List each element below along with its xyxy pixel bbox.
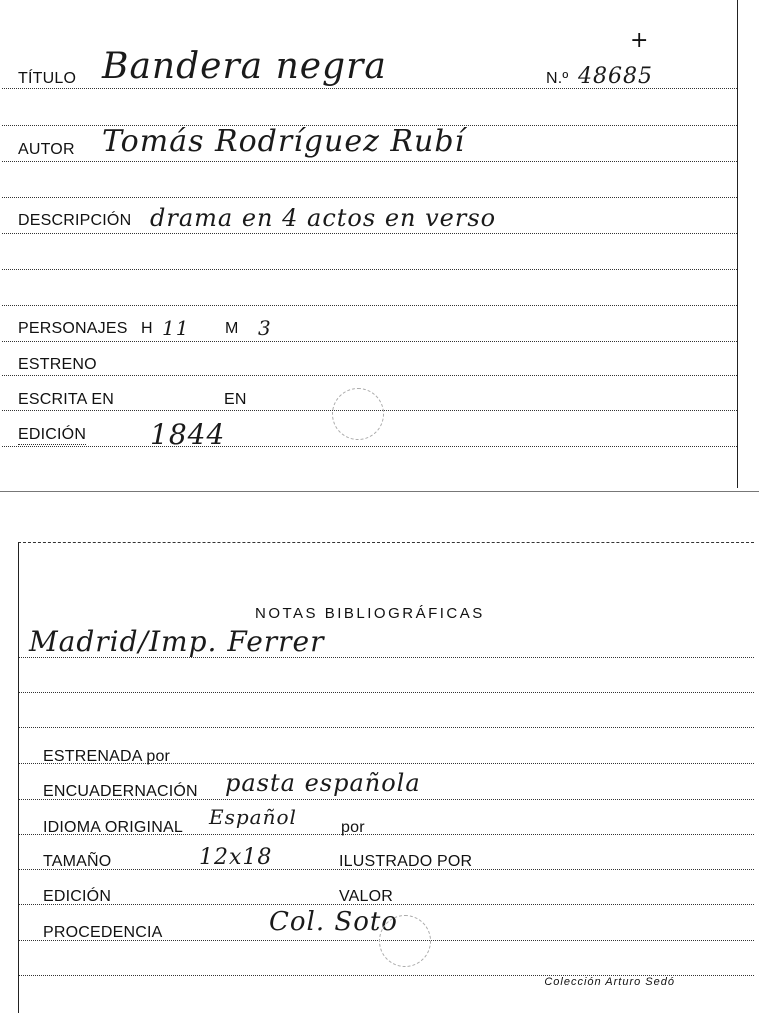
stamp-circle <box>379 915 431 967</box>
edicion-value: 1844 <box>150 418 226 451</box>
rule-line <box>2 341 737 342</box>
mujeres-label: M <box>225 320 239 337</box>
estrenada-label: ESTRENADA por <box>43 748 171 765</box>
rule-line <box>19 692 754 693</box>
descripcion-label: DESCRIPCIÓN <box>18 212 132 229</box>
rule-line <box>2 161 737 162</box>
por-label: por <box>341 819 365 836</box>
edicion-label: EDICIÓN <box>18 426 87 443</box>
idioma-label: IDIOMA ORIGINAL <box>43 819 183 836</box>
numero-value: 48685 <box>578 64 653 89</box>
rule-line <box>19 727 754 728</box>
tamano-value: 12x18 <box>199 845 273 870</box>
rule-line <box>2 197 737 198</box>
titulo-value: Bandera negra <box>102 46 387 87</box>
card-separator <box>0 491 759 492</box>
encuadernacion-label: ENCUADERNACIÓN <box>43 783 198 800</box>
rule-line <box>2 233 737 234</box>
ilustrado-label: ILUSTRADO POR <box>339 853 473 870</box>
personajes-label: PERSONAJES <box>18 320 128 337</box>
mujeres-value: 3 <box>258 316 272 340</box>
edicion2-label: EDICIÓN <box>43 888 112 905</box>
escrita-label: ESCRITA EN <box>18 391 114 408</box>
procedencia-value: Col. Soto <box>269 907 398 937</box>
notas-value: Madrid/Imp. Ferrer <box>29 625 325 658</box>
rule-line <box>2 446 737 447</box>
cross-mark: + <box>630 28 649 53</box>
en-label: EN <box>224 391 247 408</box>
rule-line <box>2 305 737 306</box>
tamano-label: TAMAÑO <box>43 853 112 870</box>
rule-line <box>2 375 737 376</box>
hombres-label: H <box>141 320 153 337</box>
estreno-label: ESTRENO <box>18 356 97 373</box>
titulo-label: TÍTULO <box>18 70 77 87</box>
autor-label: AUTOR <box>18 141 75 158</box>
catalog-card-bottom <box>18 542 754 1013</box>
descripcion-value: drama en 4 actos en verso <box>150 204 497 232</box>
valor-label: VALOR <box>339 888 394 905</box>
collection-credit: Colección Arturo Sedó <box>544 976 675 988</box>
hombres-value: 11 <box>162 316 190 340</box>
autor-value: Tomás Rodríguez Rubí <box>102 124 466 159</box>
procedencia-label: PROCEDENCIA <box>43 924 163 941</box>
catalog-card-top <box>2 0 738 488</box>
rule-line <box>2 269 737 270</box>
idioma-value: Español <box>209 805 297 829</box>
notas-title: NOTAS BIBLIOGRÁFICAS <box>255 605 485 622</box>
stamp-circle <box>332 388 384 440</box>
numero-label: N.º <box>546 70 569 87</box>
encuadernacion-value: pasta española <box>225 769 421 797</box>
